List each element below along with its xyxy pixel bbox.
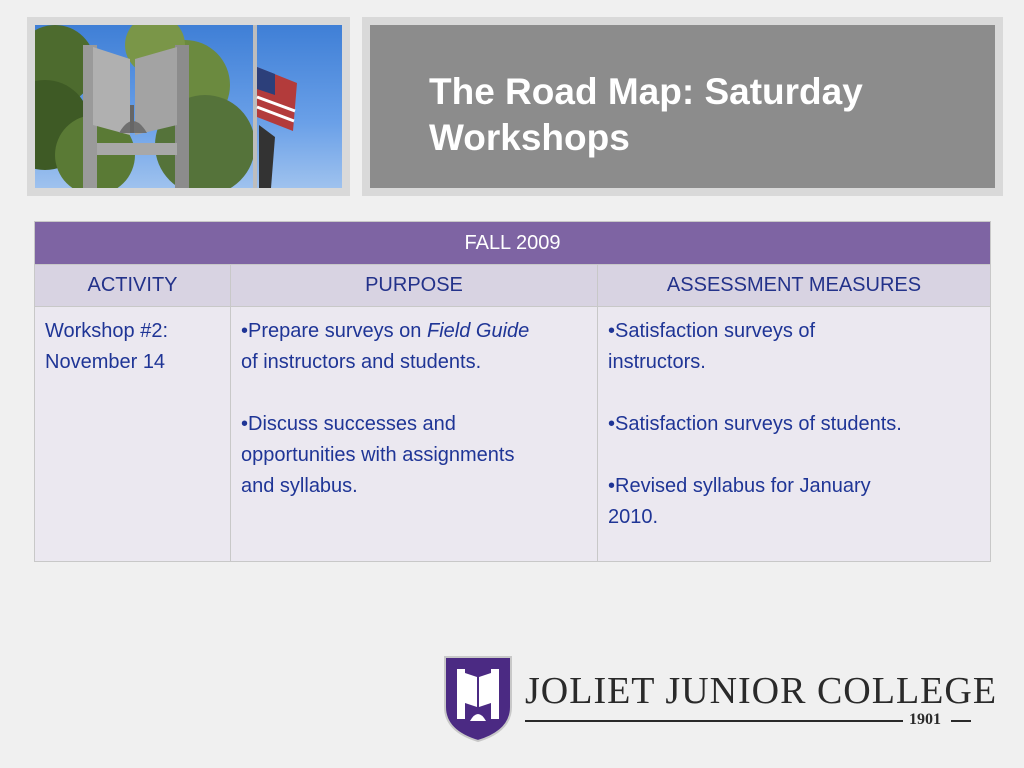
activity-cell xyxy=(35,307,231,561)
assessment-line: •Satisfaction surveys of xyxy=(608,320,816,342)
column-header-activity: ACTIVITY xyxy=(35,265,231,306)
photo-frame xyxy=(27,17,350,196)
purpose-cell xyxy=(231,307,598,561)
purpose-line xyxy=(241,316,587,347)
activity-line: November 14 xyxy=(45,351,166,373)
purpose-line: of instructors and students. xyxy=(241,351,482,373)
spacer xyxy=(608,440,980,471)
assessment-line: instructors. xyxy=(608,351,706,373)
college-name: JOLIET JUNIOR COLLEGE xyxy=(525,670,998,712)
assessment-line: •Revised syllabus for January xyxy=(608,475,871,497)
activity-line: Workshop #2: xyxy=(45,320,169,342)
slide-title: The Road Map: Saturday Workshops xyxy=(429,71,863,158)
column-header-purpose: PURPOSE xyxy=(231,265,598,306)
founding-year: 1901 xyxy=(909,711,941,728)
purpose-line: and syllabus. xyxy=(241,475,358,497)
assessment-cell xyxy=(598,307,990,561)
assessment-line: 2010. xyxy=(608,506,659,528)
purpose-text: •Prepare surveys on xyxy=(241,320,427,342)
purpose-line: opportunities with assignments xyxy=(241,444,515,466)
logo-divider xyxy=(525,720,903,722)
shield-icon xyxy=(443,655,513,743)
logo-divider xyxy=(951,720,971,722)
purpose-line: •Discuss successes and xyxy=(241,413,456,435)
title-box xyxy=(370,25,995,188)
field-guide-emphasis: Field Guide xyxy=(426,320,530,342)
spacer xyxy=(608,378,980,409)
table-row xyxy=(35,307,990,561)
college-logo xyxy=(443,655,998,745)
column-header-assessment: ASSESSMENT MEASURES xyxy=(666,274,922,296)
spacer xyxy=(241,378,587,409)
assessment-line: •Satisfaction surveys of students. xyxy=(608,413,902,435)
title-frame xyxy=(362,17,1003,196)
column-header-row xyxy=(35,265,990,307)
bell-tower-flag-illustration xyxy=(35,25,342,188)
term-header: FALL 2009 xyxy=(35,222,990,265)
campus-bell-tower-photo xyxy=(35,25,342,188)
workshop-table xyxy=(34,221,991,562)
